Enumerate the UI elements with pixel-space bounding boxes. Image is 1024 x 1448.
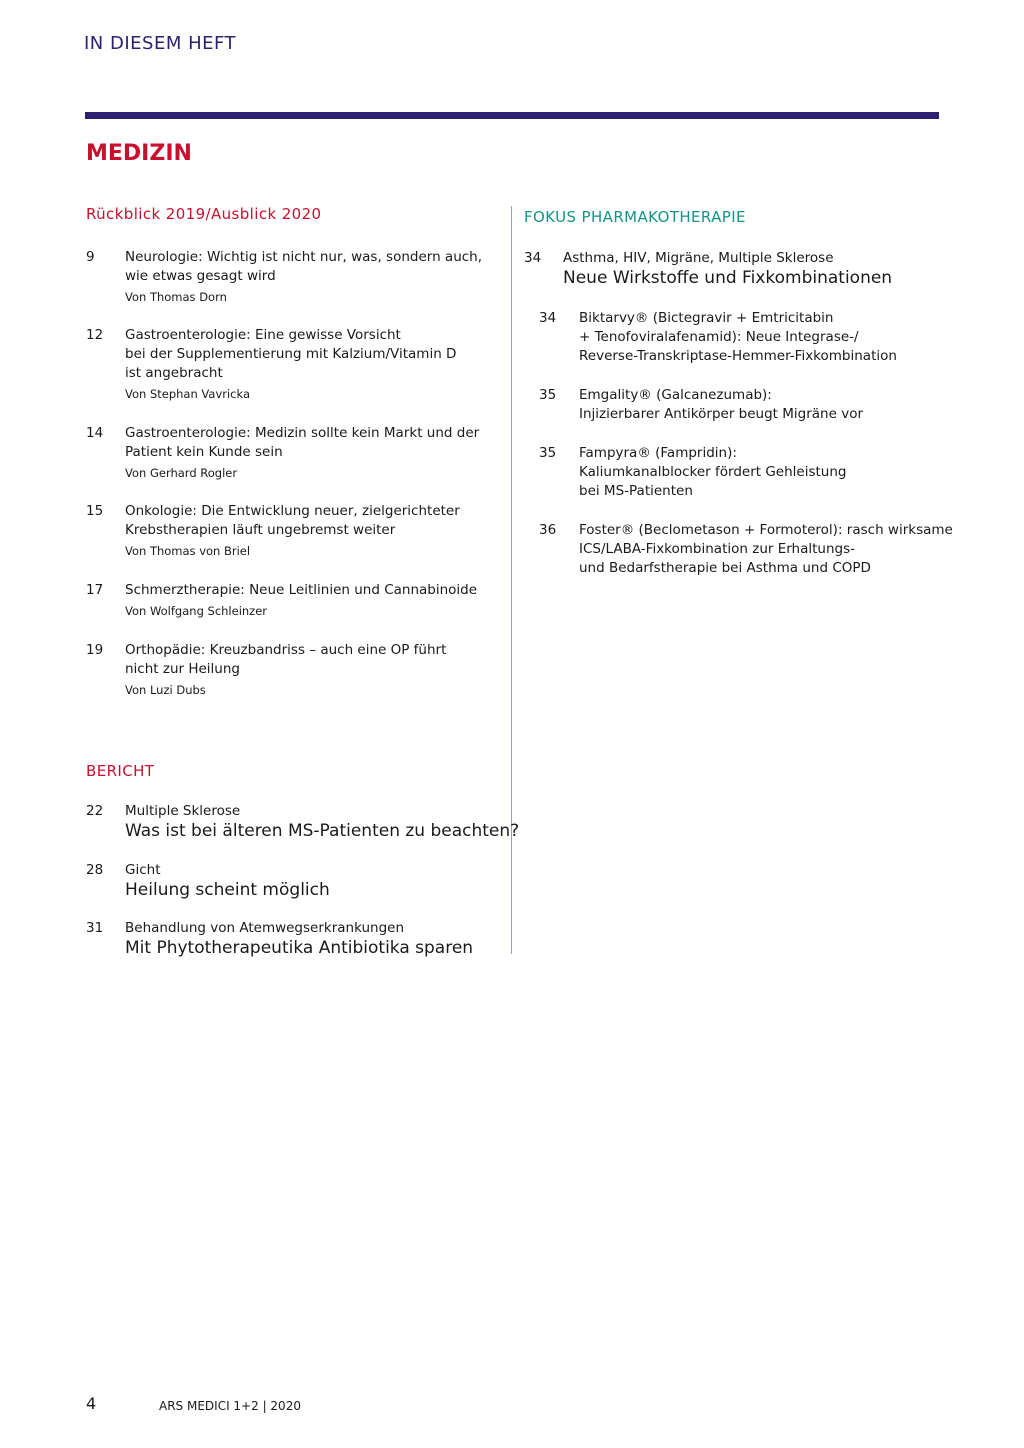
entry-title-line: bei der Supplementierung mit Kalzium/Vitamin D: [125, 346, 457, 362]
fokus-heading: FOKUS PHARMAKOTHERAPIE: [524, 208, 746, 226]
entry-title-line: Fampyra® (Fampridin):: [579, 445, 737, 461]
entry-title-line: Injizierbarer Antikörper beugt Migräne vor: [579, 406, 864, 422]
entry-title-line: Patient kein Kunde sein: [125, 444, 283, 460]
entry-body: [125, 248, 505, 305]
entry-body: [125, 424, 505, 481]
entry-title-line: Krebstherapien läuft ungebremst weiter: [125, 522, 396, 538]
entry-body: [125, 861, 525, 901]
page-number: 36: [539, 522, 557, 538]
header-divider: [85, 112, 939, 119]
entry-body: [579, 309, 979, 366]
entry-title-line: Gastroenterologie: Medizin sollte kein Markt und der: [125, 425, 480, 441]
entry-title-line: bei MS-Patienten: [579, 483, 693, 499]
entry-topic: Gicht: [125, 862, 161, 878]
entry-author: Von Stephan Vavricka: [125, 387, 250, 401]
entry-title-line: Gastroenterologie: Eine gewisse Vorsicht: [125, 327, 401, 343]
page-header: IN DIESEM HEFT: [84, 33, 237, 54]
entry-topic: Behandlung von Atemwegserkrankungen: [125, 920, 405, 936]
entry-body: [579, 521, 979, 578]
entry-title: Neue Wirkstoffe und Fixkombinationen: [563, 268, 893, 288]
entry-author: Von Wolfgang Schleinzer: [125, 604, 268, 618]
footer-journal: ARS MEDICI 1+2 | 2020: [159, 1399, 301, 1413]
entry-topic: Asthma, HIV, Migräne, Multiple Sklerose: [563, 250, 834, 266]
entry-body: [125, 641, 505, 698]
page-number: 17: [86, 582, 104, 598]
page-number: 34: [524, 250, 542, 266]
page-number: 19: [86, 642, 104, 658]
entry-title-line: ist angebracht: [125, 365, 223, 381]
page-number: 35: [539, 387, 557, 403]
entry-title-line: und Bedarfstherapie bei Asthma und COPD: [579, 560, 871, 576]
page-number: 12: [86, 327, 104, 343]
entry-body: [125, 919, 525, 959]
bericht-heading: BERICHT: [86, 762, 155, 780]
page-number: 9: [86, 249, 95, 265]
entry-title: Was ist bei älteren MS-Patienten zu beachten?: [125, 821, 520, 841]
entry-title-line: wie etwas gesagt wird: [125, 268, 276, 284]
page-number: 14: [86, 425, 104, 441]
page-number: 34: [539, 310, 557, 326]
rueckblick-heading: Rückblick 2019/Ausblick 2020: [86, 205, 322, 223]
page-number: 22: [86, 803, 104, 819]
entry-title-line: + Tenofoviralafenamid): Neue Integrase-/: [579, 329, 859, 345]
entry-title-line: Onkologie: Die Entwicklung neuer, zielgerichteter: [125, 503, 460, 519]
entry-title-line: Neurologie: Wichtig ist nicht nur, was, sondern auch,: [125, 249, 483, 265]
entry-author: Von Thomas von Briel: [125, 544, 251, 558]
footer-page-number: 4: [86, 1394, 97, 1413]
page-number: 28: [86, 862, 104, 878]
entry-title-line: nicht zur Heilung: [125, 661, 240, 677]
entry-title-line: Reverse-Transkriptase-Hemmer-Fixkombination: [579, 348, 897, 364]
entry-topic: Multiple Sklerose: [125, 803, 241, 819]
entry-body: [579, 444, 979, 501]
entry-body: [125, 802, 525, 842]
entry-title-line: Orthopädie: Kreuzbandriss – auch eine OP führt: [125, 642, 447, 658]
section-title: MEDIZIN: [86, 141, 192, 166]
entry-title-line: ICS/LABA-Fixkombination zur Erhaltungs-: [579, 541, 856, 557]
entry-title: Heilung scheint möglich: [125, 880, 330, 900]
entry-title-line: Foster® (Beclometason + Formoterol): rasch wirksame: [579, 522, 953, 538]
page-number: 15: [86, 503, 104, 519]
entry-body: [125, 581, 505, 619]
entry-author: Von Gerhard Rogler: [125, 466, 238, 480]
entry-author: Von Thomas Dorn: [125, 290, 227, 304]
entry-title-line: Emgality® (Galcanezumab):: [579, 387, 772, 403]
entry-body: [579, 386, 979, 424]
entry-body: [125, 326, 505, 402]
page-number: 31: [86, 920, 104, 936]
entry-body: [125, 502, 505, 559]
entry-author: Von Luzi Dubs: [125, 683, 206, 697]
entry-title-line: Biktarvy® (Bictegravir + Emtricitabin: [579, 310, 834, 326]
entry-title-line: Schmerztherapie: Neue Leitlinien und Cannabinoide: [125, 582, 478, 598]
entry-title: Mit Phytotherapeutika Antibiotika sparen: [125, 938, 474, 958]
page-number: 35: [539, 445, 557, 461]
entry-title-line: Kaliumkanalblocker fördert Gehleistung: [579, 464, 847, 480]
